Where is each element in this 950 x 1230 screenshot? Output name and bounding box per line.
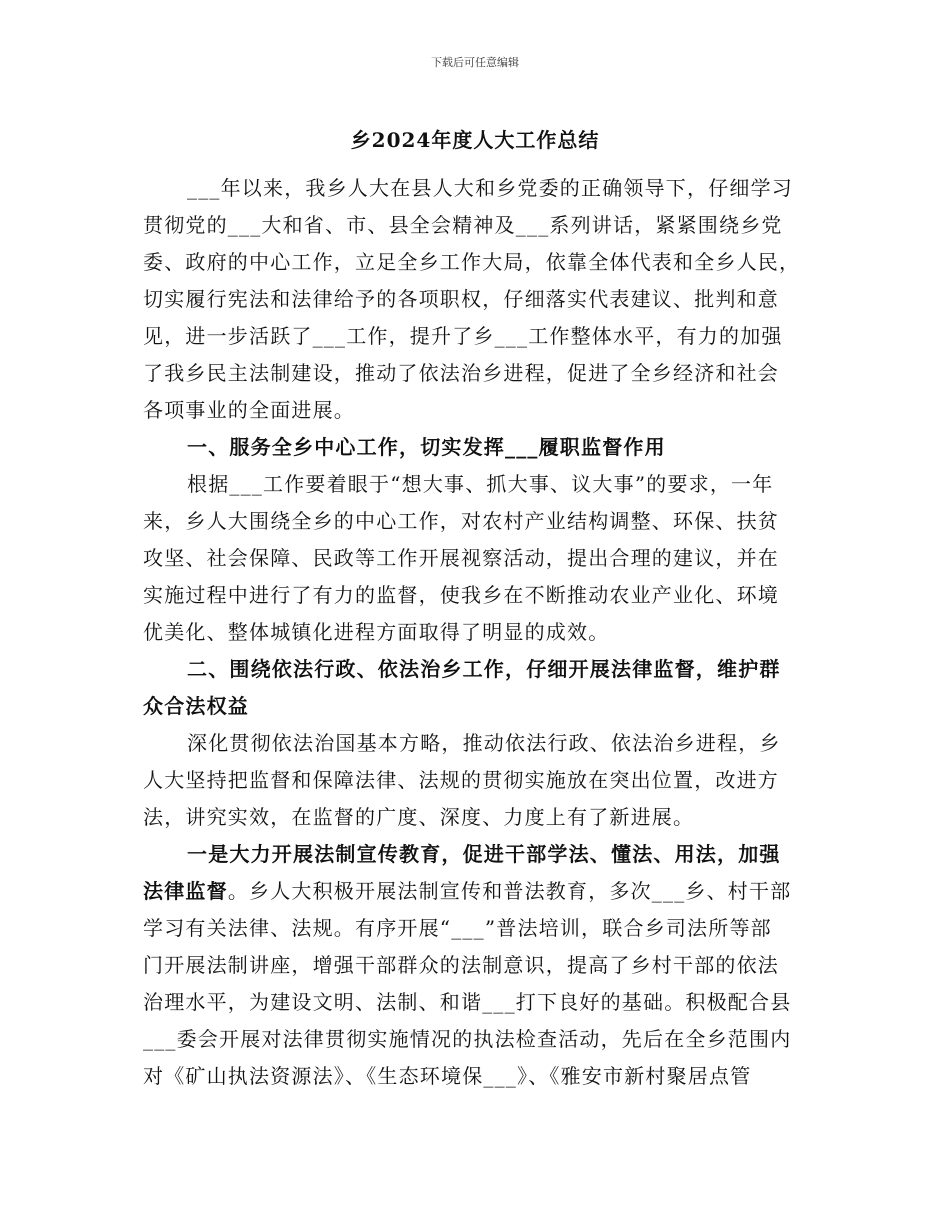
body-line: ___年以来，我乡人大在县人大和乡党委的正确领导下，仔细学习: [187, 176, 793, 200]
document-body: [143, 170, 811, 1095]
body-line-text: 。乡人大积极开展法制宣传和普法教育，多次___乡、村干部: [227, 879, 792, 903]
body-line: 实施过程中进行了有力的监督，使我乡在不断推动农业产业化、环境: [143, 583, 779, 607]
body-line: 切实履行宪法和法律给予的各项职权，仔细落实代表建议、批判和意: [143, 287, 779, 311]
body-line: 各项事业的全面进展。: [143, 398, 355, 422]
subheading-1-cont: 法律监督: [143, 879, 228, 903]
body-line: 对《矿山执法资源法》、《生态环境保___》、《雅安市新村聚居点管: [143, 1064, 752, 1088]
body-line: 深化贯彻依法治国基本方略，推动依法行政、依法治乡进程，乡: [187, 731, 781, 755]
body-line: 学习有关法律、法规。有序开展“___”普法培训，联合乡司法所等部: [143, 916, 772, 940]
body-line: 门开展法制讲座，增强干部群众的法制意识，提高了乡村干部的依法: [143, 953, 779, 977]
body-line: 法，讲究实效，在监督的广度、深度、力度上有了新进展。: [143, 805, 695, 829]
body-line: 见，进一步活跃了___工作，提升了乡___工作整体水平，有力的加强: [143, 324, 783, 348]
body-line: 来，乡人大围绕全乡的中心工作，对农村产业结构调整、环保、扶贫: [143, 509, 779, 533]
body-line-mixed: [143, 873, 811, 910]
body-line: 根据___工作要着眼于“想大事、抓大事、议大事”的要求，一年: [187, 472, 774, 496]
body-line: 优美化、整体城镇化进程方面取得了明显的成效。: [143, 620, 610, 644]
section-heading-1: 一、服务全乡中心工作，切实发挥___履职监督作用: [187, 435, 666, 459]
body-line: 治理水平，为建设文明、法制、和谐___打下良好的基础。积极配合县: [143, 990, 792, 1014]
body-line: 委、政府的中心工作，立足全乡工作大局，依靠全体代表和全乡人民，: [143, 250, 801, 274]
body-line: 人大坚持把监督和保障法律、法规的贯彻实施放在突出位置，改进方: [143, 768, 779, 792]
body-line: 了我乡民主法制建设，推动了依法治乡进程，促进了全乡经济和社会: [143, 361, 779, 385]
header-note: 下载后可任意编辑: [431, 56, 519, 69]
subheading-1: 一是大力开展法制宣传教育，促进干部学法、懂法、用法，加强: [187, 842, 781, 866]
section-heading-2: 二、围绕依法行政、依法治乡工作，仔细开展法律监督，维护群: [187, 657, 781, 681]
document-title: 乡2024年度人大工作总结: [350, 128, 600, 152]
section-heading-2-cont: 众合法权益: [143, 694, 249, 718]
body-line: ___委会开展对法律贯彻实施情况的执法检查活动，先后在全乡范围内: [143, 1027, 792, 1051]
body-line: 攻坚、社会保障、民政等工作开展视察活动，提出合理的建议，并在: [143, 546, 779, 570]
body-line: 贯彻党的___大和省、市、县全会精神及___系列讲话，紧紧围绕乡党: [143, 213, 783, 237]
